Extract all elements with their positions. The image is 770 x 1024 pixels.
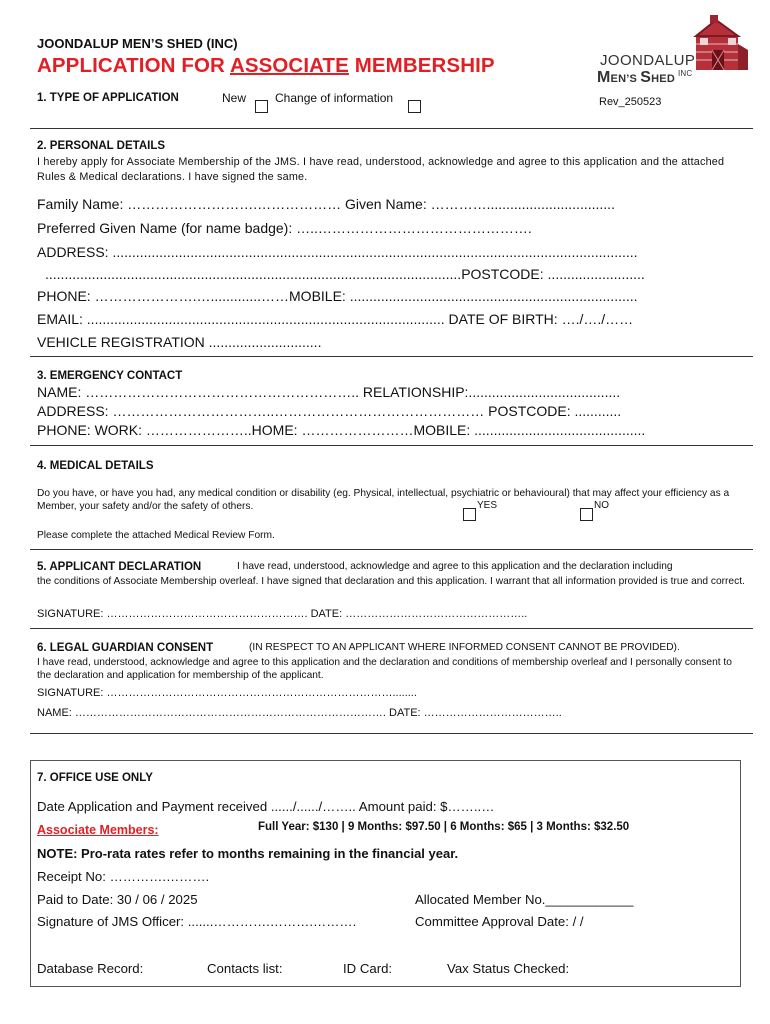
vehicle-registration-field[interactable]: VEHICLE REGISTRATION ............................. (37, 334, 322, 350)
org-name: JOONDALUP MEN’S SHED (INC) (37, 36, 238, 51)
title-part-2: MEMBERSHIP (348, 54, 495, 77)
medical-note: Please complete the attached Medical Review Form. (37, 530, 275, 541)
divider (30, 128, 753, 129)
page-title (37, 54, 495, 78)
emergency-phone-field[interactable]: PHONE: WORK: …………………..HOME: ……………………MOBILE: ............................................ (37, 422, 646, 438)
phone-field[interactable]: PHONE: ………………….….............……MOBILE: .......................................................................... (37, 288, 638, 304)
associate-members-label: Associate Members: (37, 823, 159, 837)
emergency-name-field[interactable]: NAME: ………………………………………………….. RELATIONSHIP:....................................... (37, 384, 621, 400)
mens-shed-logo-icon (688, 14, 750, 72)
change-label: Change of information (275, 91, 394, 105)
divider (30, 628, 753, 629)
section2-heading: 2. PERSONAL DETAILS (37, 140, 166, 152)
logo-line1: JOONDALUP (600, 52, 696, 69)
section6-text: I have read, understood, acknowledge and agree to this application and the declaration and conditions of membership overleaf and I personally consent to the declaration and application for membership of the applicant. (37, 657, 732, 681)
pro-rata-note: NOTE: Pro-rata rates refer to months remaining in the financial year. (37, 846, 459, 861)
email-field[interactable]: EMAIL: ............................................................................................ DATE OF BIRTH: …./…./…… (37, 311, 634, 327)
membership-rates: Full Year: $130 | 9 Months: $97.50 | 6 Months: $65 | 3 Months: $32.50 (258, 821, 630, 833)
section5-heading: 5. APPLICANT DECLARATION (37, 561, 202, 573)
new-label: New (222, 91, 247, 105)
logo-en: EN’S (610, 73, 641, 85)
medical-question: Do you have, or have you had, any medical condition or disability (eg. Physical, intellectual, psychiatric or behavioural) that may affect your efficiency as a Member, your safety and/or the safety of others. (37, 488, 730, 512)
paid-to-date: Paid to Date: 30 / 06 / 2025 (37, 892, 198, 907)
medical-yes-checkbox[interactable] (463, 508, 476, 521)
contacts-list-label: Contacts list: (207, 961, 283, 976)
emergency-address-field[interactable]: ADDRESS: ……………………………..……………………………………… POSTCODE: ............ (37, 403, 622, 419)
section2-intro: I hereby apply for Associate Membership of the JMS. I have read, understood, acknowledge and agree to this application and the attached Rules & Medical declarations. I have signed the same. (37, 156, 725, 183)
receipt-no-field[interactable]: Receipt No: ………….………. (37, 869, 210, 884)
section1-heading: 1. TYPE OF APPLICATION (37, 92, 179, 104)
logo-m: M (597, 69, 611, 86)
divider (30, 356, 753, 357)
section6-heading: 6. LEGAL GUARDIAN CONSENT (37, 642, 214, 654)
change-checkbox[interactable] (408, 100, 421, 113)
logo-s: S (640, 69, 652, 86)
new-checkbox[interactable] (255, 100, 268, 113)
section7-heading: 7. OFFICE USE ONLY (37, 772, 153, 784)
database-record-label: Database Record: (37, 961, 144, 976)
divider (30, 733, 753, 734)
guardian-signature-field[interactable]: SIGNATURE: ……………………………………………………………………........ (37, 687, 417, 699)
section3-heading: 3. EMERGENCY CONTACT (37, 370, 183, 382)
jms-officer-signature-field[interactable]: Signature of JMS Officer: .......………….……….………. (37, 914, 357, 929)
divider (30, 445, 753, 446)
date-application-field[interactable]: Date Application and Payment received ....../....../…….. Amount paid: $……..… (37, 799, 495, 814)
title-part-1: APPLICATION FOR (37, 54, 230, 77)
section5-text: the conditions of Associate Membership overleaf. I have signed that declaration and this application. I warrant that all information provided is true and correct. (37, 576, 745, 587)
guardian-name-field[interactable]: NAME: …………………………………………………………………………. DATE: ……………………………….. (37, 707, 562, 719)
section4-heading: 4. MEDICAL DETAILS (37, 460, 154, 472)
revision-label: Rev_250523 (599, 96, 662, 108)
section6-heading-note: (IN RESPECT TO AN APPLICANT WHERE INFORMED CONSENT CANNOT BE PROVIDED). (249, 642, 680, 653)
medical-no-checkbox[interactable] (580, 508, 593, 521)
allocated-member-no-field[interactable]: Allocated Member No.____________ (415, 892, 634, 907)
divider (30, 549, 753, 550)
id-card-label: ID Card: (343, 961, 393, 976)
logo-inc: INC (677, 69, 693, 78)
applicant-signature-field[interactable]: SIGNATURE: ………………………………………………. DATE: ………………………………………….. (37, 608, 528, 620)
preferred-name-field[interactable]: Preferred Given Name (for name badge): …..………………………………………. (37, 220, 532, 236)
committee-approval-date-field[interactable]: Committee Approval Date: / / (415, 914, 584, 929)
section5-text-inline: I have read, understood, acknowledge and agree to this application and the declaration including (237, 561, 673, 572)
logo-hed: HED (651, 73, 675, 85)
medical-no-label: NO (594, 500, 609, 511)
address-field-1[interactable]: ADDRESS: ....................................................................................................................................... (37, 244, 638, 260)
vax-status-label: Vax Status Checked: (447, 961, 570, 976)
title-underlined: ASSOCIATE (229, 54, 349, 77)
address-field-2[interactable]: ...........................................................................................................POSTCODE: ......................... (45, 266, 645, 282)
medical-yes-label: YES (477, 500, 498, 511)
logo-line2 (597, 69, 692, 87)
family-name-field[interactable]: Family Name: ……………………….……………… Given Name: …………................................. (37, 196, 615, 212)
